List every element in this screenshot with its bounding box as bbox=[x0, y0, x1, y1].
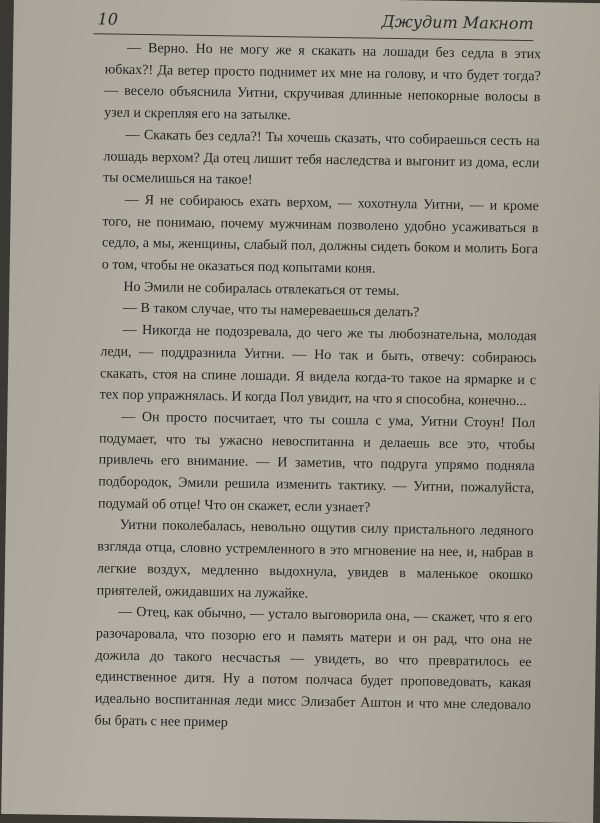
body-text bbox=[94, 37, 541, 738]
running-head-author: Джудит Макнот bbox=[381, 11, 534, 34]
book-page bbox=[1, 0, 600, 823]
paragraph: Но Эмили не собиралась отвлекаться от темы. bbox=[123, 279, 400, 299]
page-header bbox=[93, 3, 533, 41]
paragraph: — Никогда не подозревала, до чего же ты любознательна, молодая леди, — поддразнила Уитни. — Но так и быть, отвечу: собираюсь скакать, стоя на спине лошади. Я видела когда-то такое на ярмарке и с тех пор упражнялась. И когда Пол увидит, на что я способна, конечно... bbox=[99, 322, 537, 410]
paragraph: — Он просто посчитает, что ты сошла с ума, Уитни Стоун! Пол подумает, что ты ужасно невоспитанна и делаешь все это, чтобы привлечь его внимание. — И заметив, что подруга упрямо подняла подбородок, Эмили решила изменить тактику. — Уитни, пожалуйста, подумай об отце! Что он скажет, если узнает? bbox=[97, 409, 536, 516]
paragraph: — Верно. Но не могу же я скакать на лошади без седла в этих юбках?! Да ветер просто поднимет их мне на голову, и что будет тогда? — весело объяснила Уитни, скручивая длинные непокорные волосы в узел и скрепляя его на затылке. bbox=[104, 40, 542, 124]
paragraph: — Я не собираюсь ехать верхом, — хохотнула Уитни, — и кроме того, не понимаю, почему мужчинам позволено удобно усаживаться в седло, а мы, женщины, слабый пол, должны сидеть боком и молить Бога о том, чтобы не оказаться под копытами коня. bbox=[101, 192, 539, 277]
page-number: 10 bbox=[97, 9, 119, 29]
paragraph: — Скакать без седла?! Ты хочешь сказать, что собираешься сесть на лошадь верхом? Да отец лишит тебя наследства и выгонит из дома, если ты осмелишься на такое! bbox=[103, 127, 540, 188]
paragraph: — Отец, как обычно, — устало выговорила она, — скажет, что я его разочаровала, что позорю его и память матери и он рад, что она не дожила до такого несчастья — увидеть, во что превратилось ее единственное дитя. Ну а потом полчаса будет проповедовать, какая идеально воспитанная леди мисс Элизабет Аштон и что мне следовало бы брать с нее пример bbox=[94, 604, 533, 731]
paragraph: Уитни поколебалась, невольно ощутив силу пристального ледяного взгляда отца, словно устремленного в это мгновение на нее, и, набрав в легкие воздух, медленно выдохнула, увидев в маленькое окошко приятелей, ожидавших на лужайке. bbox=[96, 518, 534, 602]
paragraph: — В таком случае, что ты намереваешься делать? bbox=[122, 301, 420, 321]
